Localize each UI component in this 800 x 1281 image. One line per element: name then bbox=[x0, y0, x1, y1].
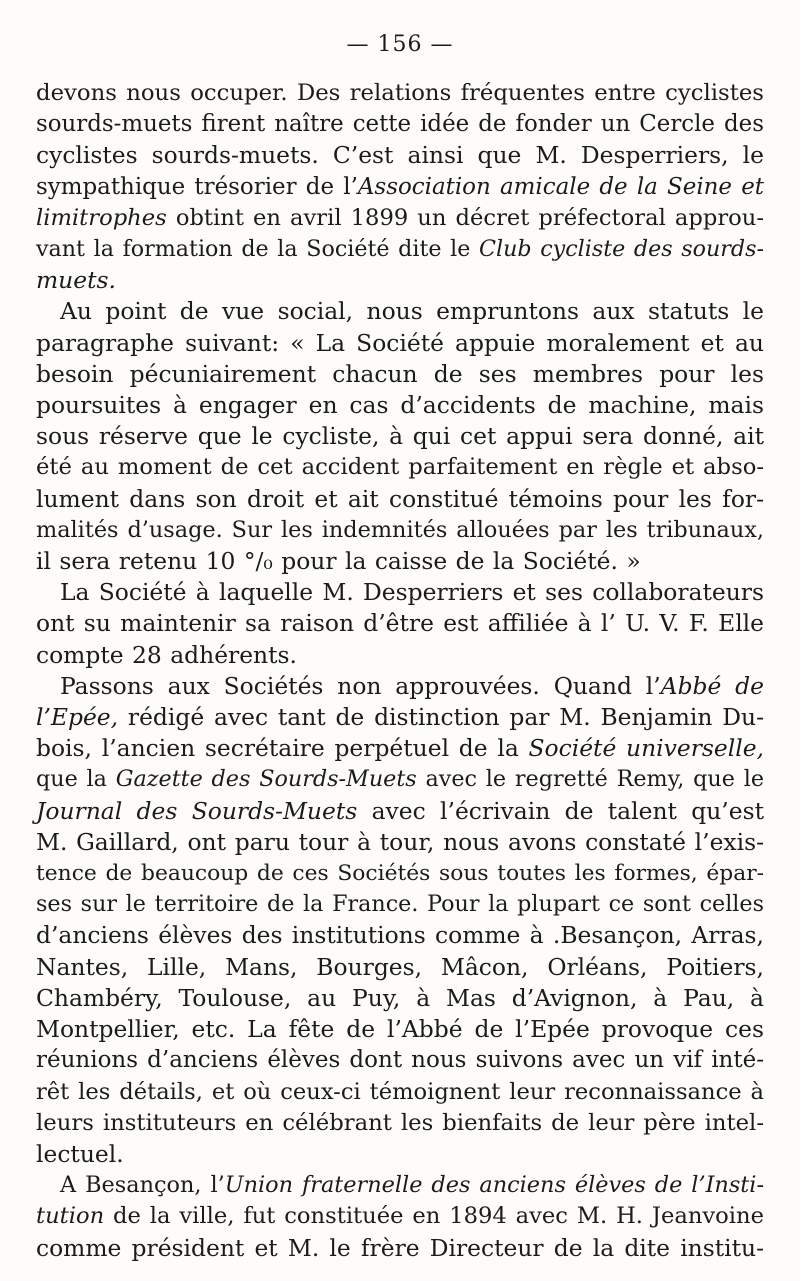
text-run: vant la formation de la Société dite le bbox=[36, 236, 480, 263]
text-run: tence de beaucoup de ces Sociétés sous toutes les formes, épar- bbox=[36, 861, 764, 887]
paragraph bbox=[36, 1170, 764, 1264]
text-run: malités d’usage. Sur les indemnités allouées par les tribunaux, bbox=[36, 516, 764, 543]
text-line bbox=[36, 328, 764, 359]
text-run: il sera retenu 10 °/₀ pour la caisse de la Société. » bbox=[36, 547, 641, 576]
text-line bbox=[36, 920, 764, 951]
text-run: La Société à laquelle M. Desperriers et ses collaborateurs bbox=[60, 578, 764, 607]
text-line bbox=[36, 671, 764, 702]
text-run: M. Gaillard, ont paru tour à tour, nous avons constaté l’exis- bbox=[36, 827, 764, 856]
paragraph bbox=[36, 671, 764, 1170]
text-line bbox=[36, 983, 764, 1014]
text-line bbox=[36, 390, 764, 421]
text-line bbox=[36, 640, 764, 671]
text-run: d’anciens élèves des institutions comme à .Besançon, Arras, bbox=[36, 921, 764, 950]
text-run: paragraphe suivant: « La Société appuie moralement et au bbox=[36, 328, 764, 357]
text-run: sourds-muets firent naître cette idée de fonder un Cercle des bbox=[36, 111, 764, 138]
text-line bbox=[36, 577, 764, 608]
text-line bbox=[36, 1045, 764, 1076]
italic-text-run: Abbé de bbox=[660, 671, 764, 700]
text-line bbox=[36, 484, 764, 515]
text-line bbox=[36, 1201, 764, 1232]
text-run: devons nous occuper. Des relations fréquentes entre cyclistes bbox=[36, 80, 764, 106]
text-run: que la bbox=[36, 766, 116, 793]
text-line bbox=[36, 421, 764, 452]
text-line bbox=[36, 827, 764, 858]
italic-text-run: Société universelle, bbox=[528, 734, 764, 763]
text-run: Passons aux Sociétés non approuvées. Quand l’ bbox=[60, 671, 661, 700]
text-run: avec le regretté Remy, que le bbox=[416, 766, 764, 793]
text-run: rêt les détails, et où ceux-ci témoignent leur reconnaissance à bbox=[36, 1078, 764, 1105]
italic-text-run: Club cycliste des sourds- bbox=[479, 236, 765, 263]
text-line bbox=[36, 733, 764, 764]
text-run: cyclistes sourds-muets. C’est ainsi que M. Desperriers, le bbox=[36, 141, 764, 170]
italic-text-run: Association amicale de la Seine et bbox=[357, 173, 764, 200]
text-line bbox=[36, 1170, 764, 1201]
text-line bbox=[36, 78, 764, 109]
text-body bbox=[36, 78, 764, 1264]
italic-text-run: muets. bbox=[36, 266, 116, 295]
text-run: lectuel. bbox=[36, 1139, 124, 1168]
text-run: A Besançon, l’ bbox=[60, 1172, 225, 1199]
italic-text-run: limitrophes bbox=[36, 204, 167, 231]
text-run: bois, l’ancien secrétaire perpétuel de la bbox=[36, 734, 529, 763]
text-run: poursuites à engager en cas d’accidents de machine, mais bbox=[36, 391, 764, 420]
text-run: leurs instituteurs en célébrant les bienfaits de leur père intel- bbox=[36, 1109, 764, 1136]
text-run: avec l’écrivain de talent qu’est bbox=[357, 796, 764, 825]
text-line bbox=[36, 109, 764, 140]
text-line bbox=[36, 140, 764, 171]
text-line bbox=[36, 858, 764, 889]
page-number: — 156 — bbox=[346, 32, 454, 57]
text-line bbox=[36, 764, 764, 795]
text-run: ont su maintenir sa raison d’être est affiliée à l’ U. V. F. Elle bbox=[36, 609, 764, 638]
text-line bbox=[36, 1014, 764, 1045]
italic-text-run: Gazette des Sourds-Muets bbox=[115, 766, 417, 793]
italic-text-run: Union fraternelle des anciens élèves de l’Insti- bbox=[224, 1172, 765, 1199]
text-line bbox=[36, 1077, 764, 1108]
text-line bbox=[36, 1233, 764, 1264]
text-line bbox=[36, 234, 764, 265]
text-line bbox=[36, 172, 764, 203]
text-line bbox=[36, 796, 764, 827]
text-line bbox=[36, 1108, 764, 1139]
text-run: ses sur le territoire de la France. Pour la plupart ce sont celles bbox=[36, 891, 764, 918]
text-run: été au moment de cet accident parfaitement en règle et abso- bbox=[36, 454, 764, 481]
italic-text-run: l’Epée, bbox=[36, 703, 119, 732]
text-line bbox=[36, 265, 764, 296]
text-run: obtint en avril 1899 un décret préfectoral approu- bbox=[166, 204, 764, 231]
text-run: Montpellier, etc. La fête de l’Abbé de l’Epée provoque ces bbox=[36, 1015, 764, 1044]
text-line bbox=[36, 452, 764, 483]
text-line bbox=[36, 515, 764, 546]
text-line bbox=[36, 889, 764, 920]
italic-text-run: Journal des Sourds-Muets bbox=[36, 796, 358, 825]
text-line bbox=[36, 702, 764, 733]
text-line bbox=[36, 1139, 764, 1170]
text-line bbox=[36, 546, 764, 577]
text-run: Au point de vue social, nous empruntons aux statuts le bbox=[60, 297, 764, 326]
text-run: sous réserve que le cycliste, à qui cet appui sera donné, ait bbox=[36, 422, 764, 451]
text-line bbox=[36, 952, 764, 983]
text-run: comme président et M. le frère Directeur de la dite institu- bbox=[36, 1233, 764, 1262]
text-run: Nantes, Lille, Mans, Bourges, Mâcon, Orléans, Poitiers, bbox=[36, 952, 764, 981]
text-run: de la ville, fut constituée en 1894 avec M. H. Jeanvoine bbox=[104, 1203, 764, 1230]
text-run: sympathique trésorier de l’ bbox=[36, 173, 358, 200]
paragraph bbox=[36, 296, 764, 577]
text-line bbox=[36, 203, 764, 234]
text-line bbox=[36, 296, 764, 327]
text-run: réunions d’anciens élèves dont nous suivons avec un vif inté- bbox=[36, 1047, 764, 1074]
text-run: rédigé avec tant de distinction par M. Benjamin Du- bbox=[118, 703, 764, 732]
text-run: compte 28 adhérents. bbox=[36, 640, 297, 669]
text-run: lument dans son droit et ait constitué témoins pour les for- bbox=[36, 484, 764, 513]
paragraph bbox=[36, 577, 764, 671]
text-line bbox=[36, 359, 764, 390]
text-run: besoin pécuniairement chacun de ses membres pour les bbox=[36, 359, 764, 388]
italic-text-run: tution bbox=[36, 1203, 105, 1230]
text-line bbox=[36, 608, 764, 639]
text-run: Chambéry, Toulouse, au Puy, à Mas d’Avignon, à Pau, à bbox=[36, 983, 764, 1012]
paragraph bbox=[36, 78, 764, 296]
